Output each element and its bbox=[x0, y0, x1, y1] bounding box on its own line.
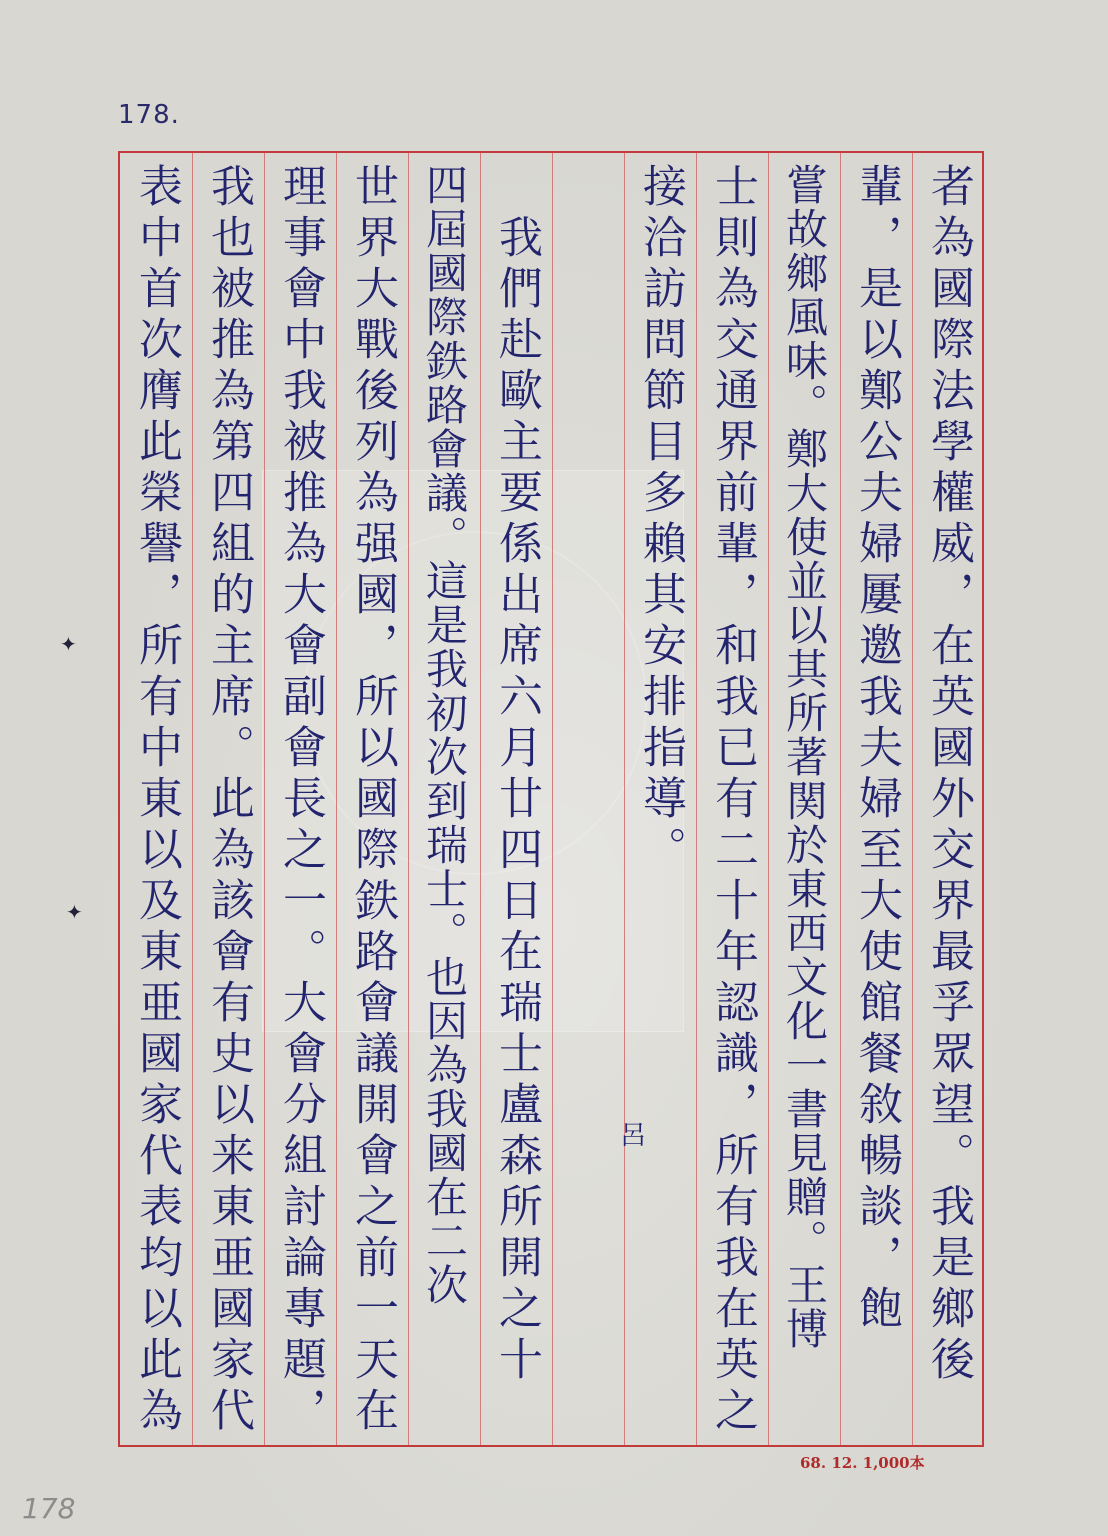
text-column bbox=[840, 151, 912, 1447]
ink-speck: ✦ bbox=[60, 632, 77, 656]
column-text: 我們赴歐主要係出席六月廿四日在瑞士盧森所開之十 bbox=[491, 163, 542, 1387]
text-column bbox=[264, 151, 336, 1447]
text-column bbox=[768, 151, 840, 1447]
text-column bbox=[192, 151, 264, 1447]
text-column bbox=[120, 151, 192, 1447]
text-column bbox=[336, 151, 408, 1447]
text-column bbox=[552, 151, 624, 1447]
page-number: 178. bbox=[118, 100, 180, 130]
ink-speck: ✦ bbox=[66, 900, 83, 924]
text-column bbox=[912, 151, 984, 1447]
column-text: 士則為交通界前輩，和我已有二十年認識，所有我在英之 bbox=[707, 163, 758, 1438]
column-text: 者為國際法學權威，在英國外交界最孚眾望。我是鄉後 bbox=[923, 163, 974, 1387]
page-number-stamp: 178 bbox=[22, 1492, 76, 1525]
column-text: 理事會中我被推為大會副會長之一。大會分組討論專題， bbox=[275, 163, 326, 1438]
column-text: 我也被推為第四組的主席。此為該會有史以来東亜國家代 bbox=[203, 163, 254, 1438]
margin-annotation: 呂 bbox=[620, 1121, 647, 1151]
column-text: 輩，是以鄭公夫婦屢邀我夫婦至大使館餐敘暢談，飽 bbox=[851, 163, 902, 1336]
text-column bbox=[696, 151, 768, 1447]
text-column bbox=[480, 151, 552, 1447]
text-column bbox=[624, 151, 696, 1447]
column-text: 世界大戰後列為强國，所以國際鉄路會議開會之前一天在 bbox=[347, 163, 398, 1438]
column-text: 表中首次膺此榮譽，所有中東以及東亜國家代表均以此為 bbox=[131, 163, 182, 1438]
column-text: 接洽訪問節目多賴其安排指導。 bbox=[635, 163, 686, 877]
column-text: 嘗故鄉風味。鄭大使並以其所著関於東西文化一書見贈。王博 bbox=[780, 163, 829, 1351]
text-column bbox=[408, 151, 480, 1447]
column-text: 四屆國際鉄路會議。這是我初次到瑞士。也因為我國在二次 bbox=[420, 163, 469, 1307]
print-code: 68. 12. 1,000本 bbox=[800, 1454, 925, 1472]
manuscript-text-columns bbox=[118, 151, 984, 1447]
